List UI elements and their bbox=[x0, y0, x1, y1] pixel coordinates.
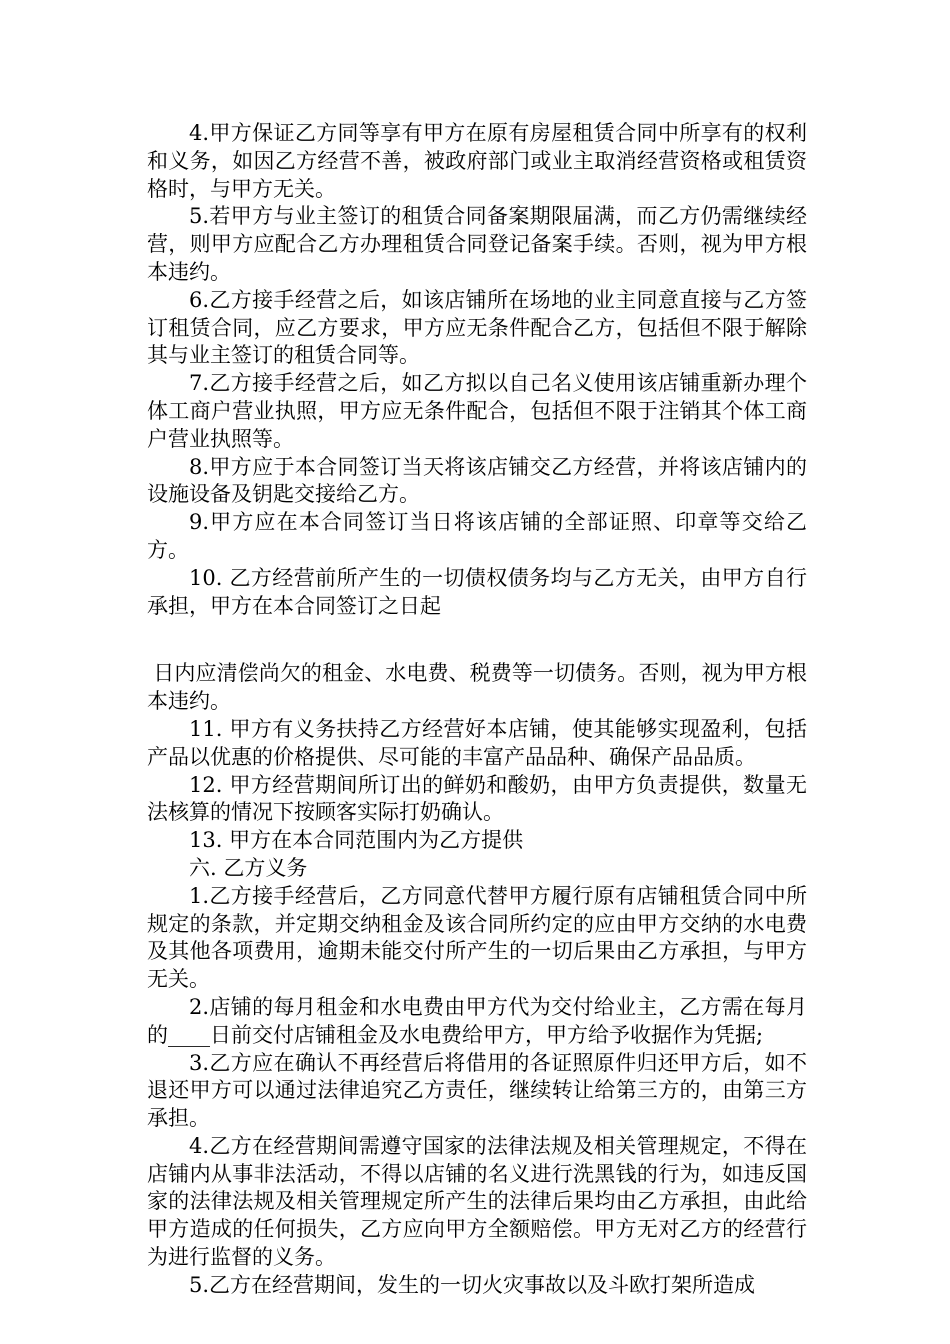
obligation-5-paragraph: 5.乙方在经营期间，发生的一切火灾事故以及斗欧打架所造成 bbox=[189, 1272, 756, 1297]
clause-10-continuation: 日内应清偿尚欠的租金、水电费、税费等一切债务。否则，视为甲方根本违约。 bbox=[147, 661, 807, 714]
document-body bbox=[147, 120, 807, 1300]
obligation-4-paragraph: 4.乙方在经营期间需遵守国家的法律法规及相关管理规定，不得在店铺内从事非法活动，不得以店铺的名义进行洗黑钱的行为，如违反国家的法律法规及相关管理规定所产生的法律后果均由乙方承担，由此给甲方造成的任何损失，乙方应向甲方全额赔偿。甲方无对乙方的经营行为进行监督的义务。 bbox=[147, 1133, 807, 1270]
paragraph-gap bbox=[147, 620, 807, 660]
section-heading-party-b-obligations: 六. 乙方义务 bbox=[189, 855, 308, 880]
clause-4-paragraph: 4.甲方保证乙方同等享有甲方在原有房屋租赁合同中所享有的权利和义务，如因乙方经营不善，被政府部门或业主取消经营资格或租赁资格时，与甲方无关。 bbox=[147, 121, 807, 201]
obligation-3-paragraph: 3.乙方应在确认不再经营后将借用的各证照原件归还甲方后，如不退还甲方可以通过法律追究乙方责任，继续转让给第三方的，由第三方承担。 bbox=[147, 1050, 807, 1131]
clause-8-paragraph: 8.甲方应于本合同签订当天将该店铺交乙方经营，并将该店铺内的设施设备及钥匙交接给乙方。 bbox=[147, 454, 807, 507]
clause-7-paragraph: 7.乙方接手经营之后，如乙方拟以自己名义使用该店铺重新办理个体工商户营业执照，甲方应无条件配合，包括但不限于注销其个体工商户营业执照等。 bbox=[147, 371, 807, 451]
clause-9-paragraph: 9.甲方应在本合同签订当日将该店铺的全部证照、印章等交给乙方。 bbox=[147, 510, 807, 562]
clause-11-paragraph: 11. 甲方有义务扶持乙方经营好本店铺，使其能够实现盈利，包括产品以优惠的价格提供、尽可能的丰富产品品种、确保产品品质。 bbox=[147, 716, 807, 769]
obligation-2-paragraph: 2.店铺的每月租金和水电费由甲方代为交付给业主，乙方需在每月的____日前交付店铺租金及水电费给甲方，甲方给予收据作为凭据; bbox=[147, 994, 807, 1047]
clause-13-paragraph: 13. 甲方在本合同范围内为乙方提供 bbox=[189, 828, 524, 853]
clause-5-paragraph: 5.若甲方与业主签订的租赁合同备案期限届满，而乙方仍需继续经营，则甲方应配合乙方办理租赁合同登记备案手续。否则，视为甲方根本违约。 bbox=[147, 204, 807, 284]
clause-12-paragraph: 12. 甲方经营期间所订出的鲜奶和酸奶，由甲方负责提供，数量无法核算的情况下按顾客实际打奶确认。 bbox=[147, 772, 807, 825]
clause-6-paragraph: 6.乙方接手经营之后，如该店铺所在场地的业主同意直接与乙方签订租赁合同，应乙方要求，甲方应无条件配合乙方，包括但不限于解除其与业主签订的租赁合同等。 bbox=[147, 287, 807, 368]
clause-10-paragraph: 10. 乙方经营前所产生的一切债权债务均与乙方无关，由甲方自行承担，甲方在本合同签订之日起 bbox=[147, 565, 807, 618]
obligation-1-paragraph: 1.乙方接手经营后，乙方同意代替甲方履行原有店铺租赁合同中所规定的条款，并定期交纳租金及该合同所约定的应由甲方交纳的水电费及其他各项费用，逾期未能交付所产生的一切后果由乙方承担，与甲方无关。 bbox=[147, 883, 807, 992]
